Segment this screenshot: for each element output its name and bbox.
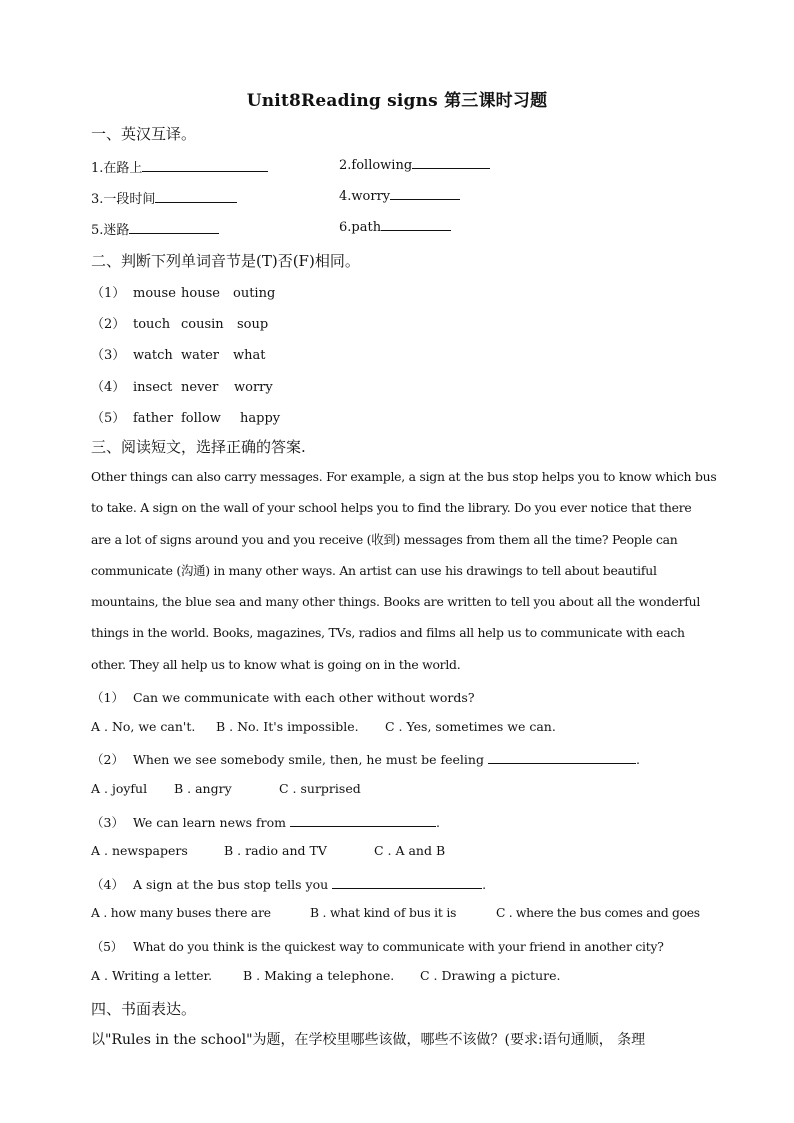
syllable-row: （5） father follow happy: [91, 411, 281, 426]
syllable-row: （4） insect never worry: [91, 380, 273, 395]
page-title: Unit8Reading signs 第三课时习题: [246, 91, 548, 111]
option-b[interactable]: B . angry: [174, 781, 232, 796]
option-b[interactable]: B . what kind of bus it is: [310, 906, 457, 920]
syllable-row: （1） mouse house outing: [91, 286, 276, 301]
option-b[interactable]: B . Making a telephone.: [243, 968, 395, 983]
question-1: （1） Can we communicate with each other without words?: [91, 690, 475, 705]
answer-blank[interactable]: [488, 752, 636, 764]
option-b[interactable]: B . No. It's impossible.: [216, 719, 359, 734]
question-4: （4） A sign at the bus stop tells you .: [91, 877, 487, 892]
answer-blank[interactable]: [412, 157, 490, 169]
option-c[interactable]: C . Yes, sometimes we can.: [385, 719, 556, 734]
answer-blank[interactable]: [332, 877, 482, 889]
translate-item-1: 1.在路上: [91, 157, 268, 176]
answer-blank[interactable]: [155, 191, 237, 203]
option-c[interactable]: C . Drawing a picture.: [420, 968, 561, 983]
section-4-heading: 四、书面表达。: [91, 1000, 197, 1018]
option-b[interactable]: B . radio and TV: [224, 843, 327, 858]
answer-blank[interactable]: [381, 219, 451, 231]
translate-item-5: 5.迷路: [91, 219, 219, 238]
option-a[interactable]: A . joyful: [91, 781, 148, 796]
option-a[interactable]: A . how many buses there are: [91, 906, 271, 920]
question-5: （5） What do you think is the quickest way to communicate with your friend in another city?: [91, 940, 664, 954]
section-2-heading: 二、判断下列单词音节是(T)否(F)相同。: [91, 252, 360, 270]
question-3: （3） We can learn news from .: [91, 815, 441, 830]
translate-item-6: 6.path: [339, 219, 451, 235]
option-a[interactable]: A . newspapers: [91, 843, 188, 858]
writing-prompt: 以"Rules in the school"为题，在学校里哪些该做，哪些不该做？(要求:语句通顺， 条理: [91, 1032, 646, 1048]
syllable-row: （3） watch water what: [91, 348, 266, 363]
answer-blank[interactable]: [390, 188, 460, 200]
answer-blank[interactable]: [290, 815, 436, 827]
section-1-heading: 一、英汉互译。: [91, 125, 197, 143]
question-2: （2） When we see somebody smile, then, he must be feeling .: [91, 752, 640, 767]
answer-blank[interactable]: [142, 160, 268, 172]
option-a[interactable]: A . Writing a letter.: [91, 968, 213, 983]
option-c[interactable]: C . where the bus comes and goes: [496, 906, 700, 920]
option-c[interactable]: C . A and B: [374, 843, 446, 858]
section-3-heading: 三、阅读短文，选择正确的答案.: [91, 438, 306, 456]
translate-item-2: 2.following: [339, 157, 490, 173]
reading-passage: Other things can also carry messages. For example, a sign at the bus stop helps you to know which bus to take. A sign on the wall of your school helps you to find the library. Do you ever notice that there are a lot of signs around you and you receive (收到) messages from them all the time? People can communicate (沟通) in many other ways. An artist can use his drawings to tell about beautiful mountains, the blue sea and many other things. Books are written to tell you about all the wonderful things in the world. Books, magazines, TVs, radios and films all help us to communicate with each other. They all help us to know what is going on in the world.: [91, 469, 717, 672]
answer-blank[interactable]: [129, 222, 219, 234]
option-c[interactable]: C . surprised: [279, 781, 361, 796]
translate-item-3: 3.一段时间: [91, 188, 237, 207]
translate-item-4: 4.worry: [339, 188, 460, 204]
syllable-row: （2） touch cousin soup: [91, 317, 269, 332]
option-a[interactable]: A . No, we can't.: [91, 719, 196, 734]
